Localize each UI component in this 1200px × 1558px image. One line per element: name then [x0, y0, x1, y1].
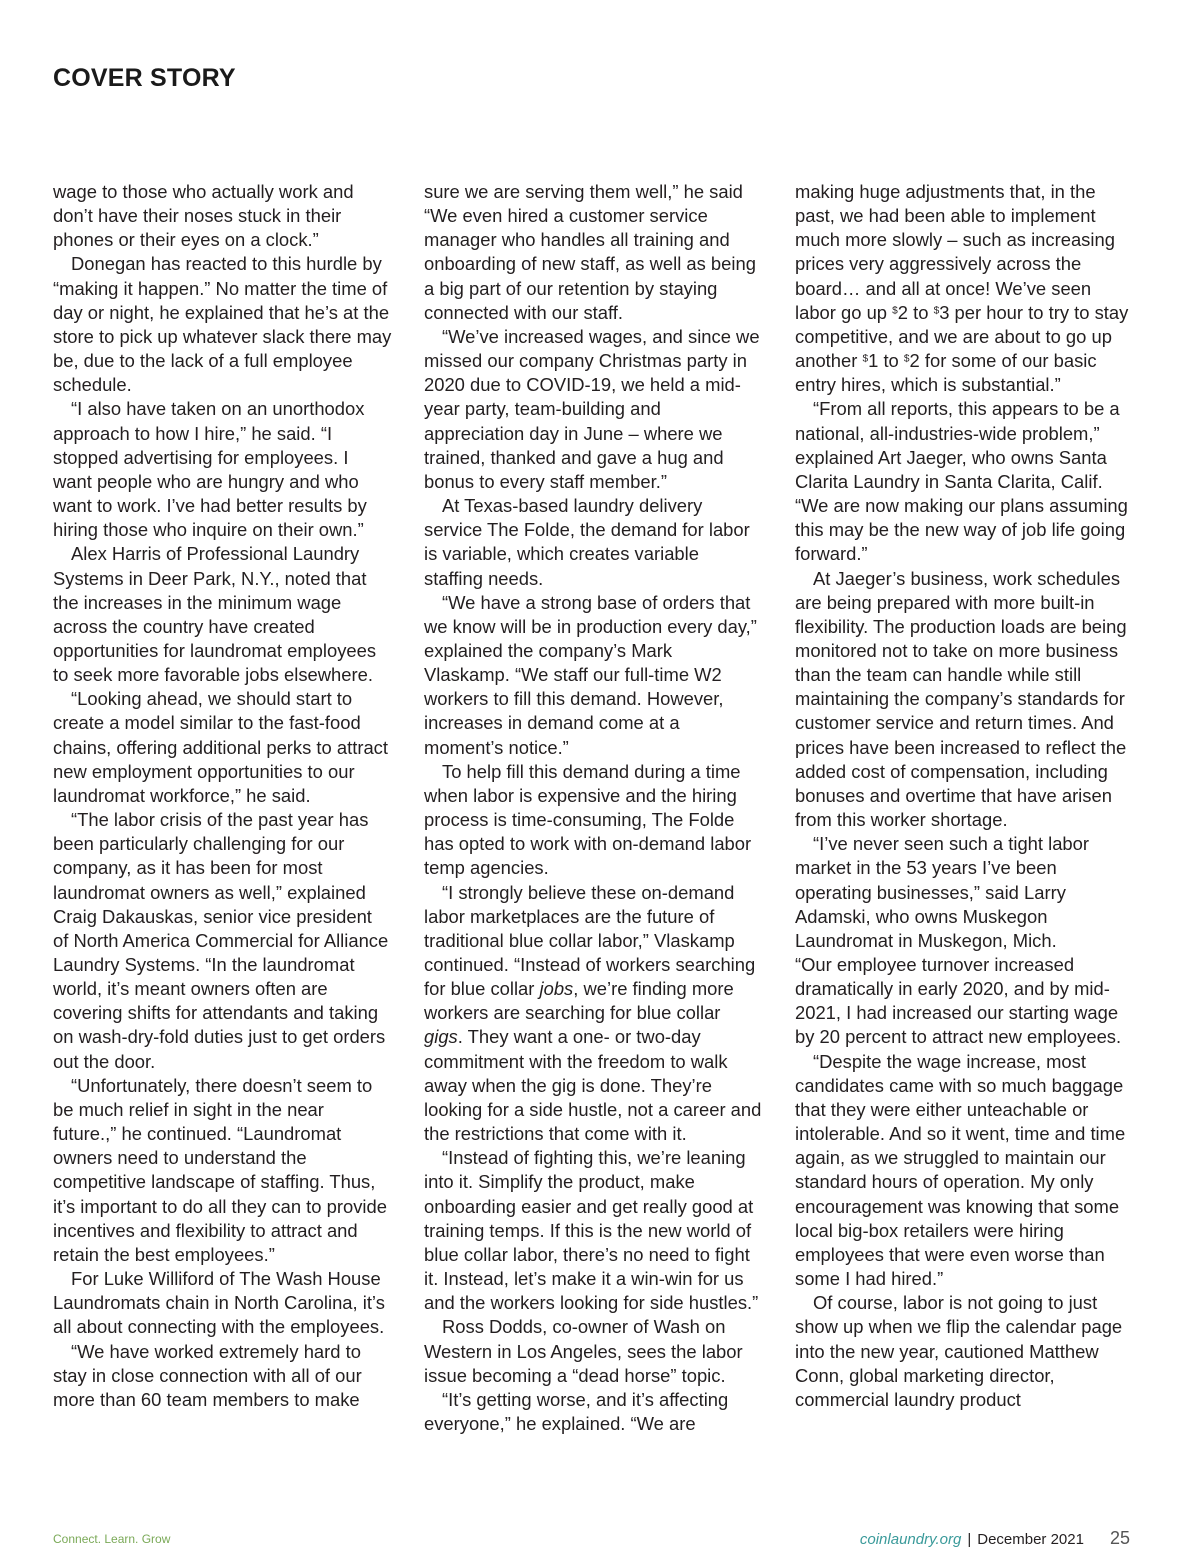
paragraph: “It’s getting worse, and it’s affecting everyone,” he explained. “We are — [424, 1388, 729, 1434]
paragraph: To help fill this demand during a time when labor is expensive and the hiring process is time-consuming, The Folde has opted to work with on-demand labor temp agencies. — [424, 760, 752, 879]
text-run: , we’re finding more workers are searching for blue collar — [424, 978, 734, 1024]
paragraph: For Luke Williford of The Wash House Laundromats chain in North Carolina, it’s all about connecting with the employees. — [53, 1268, 385, 1338]
paragraph — [795, 180, 1134, 397]
paragraph: “Unfortunately, there doesn’t seem to be much relief in sight in the near future.,” he continued. “Laundromat owners need to understand the competitive landscape of staffing. Thus, it’s important to do all they can to provide incentives and flexibility to attract and retain the best employees.” — [53, 1074, 387, 1265]
dollar-sign: $ — [892, 305, 898, 317]
paragraph: wage to those who actually work and don’t have their noses stuck in their phones or their eyes on a clock.” — [53, 181, 354, 251]
article-column-2 — [424, 180, 763, 1436]
paragraph: “Our employee turnover increased dramatically in early 2020, and by mid-2021, I had increased our starting wage by 20 percent to attract new employees. — [795, 954, 1122, 1048]
text-run: making huge adjustments that, in the past, we had been able to implement much more slowly – such as increasing prices very aggressively across the board… and all at once! We’ve seen labor go up — [795, 181, 1115, 323]
paragraph: Ross Dodds, co-owner of Wash on Western in Los Angeles, sees the labor issue becoming a “dead horse” topic. — [424, 1316, 743, 1386]
paragraph: Alex Harris of Professional Laundry Systems in Deer Park, N.Y., noted that the increases in the minimum wage across the country have created opportunities for laundromat employees to seek more favorable jobs elsewhere. — [53, 543, 377, 686]
paragraph: “Instead of fighting this, we’re leaning into it. Simplify the product, make onboarding easier and get really good at training temps. If this is the new world of blue collar labor, there’s no need to fight it. Instead, let’s make it a win-win for us and the workers looking for side hustles.” — [424, 1147, 759, 1314]
paragraph: “We have worked extremely hard to stay in close connection with all of our more than 60 team members to make — [53, 1340, 362, 1410]
paragraph — [424, 881, 763, 1147]
section-label: COVER STORY — [53, 64, 236, 92]
article-column-1 — [53, 180, 392, 1436]
paragraph: sure we are serving them well,” he said “We even hired a customer service manager who handles all training and onboarding of new staff, as well as being a big part of our retention by staying connected with our staff. — [424, 181, 756, 323]
paragraph: “The labor crisis of the past year has been particularly challenging for our company, as it has been for most laundromat owners as well,” explained Craig Dakauskas, senior vice president of North America Commercial for Alliance Laundry Systems. “In the laundromat world, it’s meant owners often are covering shifts for attendants and taking on wash-dry-fold duties just to get orders out the door. — [53, 809, 389, 1072]
paragraph: “We have a strong base of orders that we know will be in production every day,” explained the company’s Mark Vlaskamp. “We staff our full-time W2 workers to fill this demand. However, increases in demand come at a moment’s notice.” — [424, 591, 757, 758]
paragraph: “I’ve never seen such a tight labor market in the 53 years I’ve been operating businesses,” said Larry Adamski, who owns Muskegon Laundromat in Muskegon, Mich. — [795, 833, 1090, 951]
dollar-sign: $ — [903, 353, 910, 365]
text-run: 1 to — [868, 350, 904, 372]
paragraph: “From all reports, this appears to be a national, all-industries-wide problem,” explained Art Jaeger, who owns Santa Clarita Laundry in Santa Clarita, Calif. “We are now making our plans assuming this may be the new way of job life going forward.” — [795, 398, 1128, 565]
paragraph: “Despite the wage increase, most candidates came with so much baggage that they were either unteachable or intolerable. And so it went, time and time again, as we struggled to maintain our standard hours of operation. My only encouragement was knowing that some local big-box retailers were hiring employees that were even worse than some I had hired.” — [795, 1050, 1126, 1290]
text-run: 2 for some of our basic entry hires, which is substantial.” — [795, 350, 1097, 396]
dollar-sign: $ — [862, 353, 869, 365]
paragraph: “I also have taken on an unorthodox approach to how I hire,” he said. “I stopped advertising for employees. I want people who are hungry and who want to work. I’ve had better results by hiring those who inquire on their own.” — [53, 398, 367, 541]
paragraph: Of course, labor is not going to just show up when we flip the calendar page into the new year, cautioned Matthew Conn, global marketing director, commercial laundry product — [795, 1292, 1123, 1410]
emphasis: jobs — [539, 978, 574, 1000]
footer-tagline: Connect. Learn. Grow — [53, 1532, 171, 1546]
text-run: . They want a one- or two-day commitment with the freedom to walk away when the gig is done. They’re looking for a side hustle, not a career and the restrictions that come with it. — [424, 1026, 762, 1145]
dollar-sign: $ — [933, 305, 940, 317]
paragraph: At Jaeger’s business, work schedules are being prepared with more built-in flexibility. The production loads are being monitored not to take on more business than the team can handle while still maintaining the company’s standards for customer service and return times. And prices have been increased to reflect the added cost of compensation, including bonuses and overtime that have arisen from this worker shortage. — [795, 567, 1127, 831]
page-number: 25 — [1109, 1528, 1130, 1548]
text-run: 2 to — [897, 301, 934, 323]
paragraph: Donegan has reacted to this hurdle by “making it happen.” No matter the time of day or night, he explained that he’s at the store to pick up whatever slack there may be, due to the lack of a full employee schedule. — [53, 253, 392, 396]
paragraph: “Looking ahead, we should start to create a model similar to the fast-food chains, offering additional perks to attract new employment opportunities to our laundromat workforce,” he said. — [53, 688, 388, 806]
emphasis: gigs — [424, 1026, 458, 1048]
article-body — [53, 180, 1133, 1436]
footer-issue: December 2021 — [977, 1531, 1084, 1548]
footer-site-link[interactable]: coinlaundry.org — [859, 1531, 962, 1548]
text-run: 3 per hour to try to stay competitive, and we are about to go up another — [795, 301, 1129, 372]
paragraph: At Texas-based laundry delivery service The Folde, the demand for labor is variable, which creates variable staffing needs. — [424, 495, 750, 589]
text-run: “I strongly believe these on-demand labor marketplaces are the future of traditional blue collar labor,” Vlaskamp continued. “Instead of workers searching for blue collar — [424, 881, 756, 1000]
footer-folio — [860, 1528, 1130, 1549]
paragraph: “We’ve increased wages, and since we missed our company Christmas party in 2020 due to COVID-19, we held a mid-year party, team-building and appreciation day in June – where we trained, thanked and gave a hug and bonus to every staff member.” — [424, 325, 760, 492]
footer-separator: | — [967, 1531, 972, 1548]
article-column-3 — [795, 180, 1134, 1436]
